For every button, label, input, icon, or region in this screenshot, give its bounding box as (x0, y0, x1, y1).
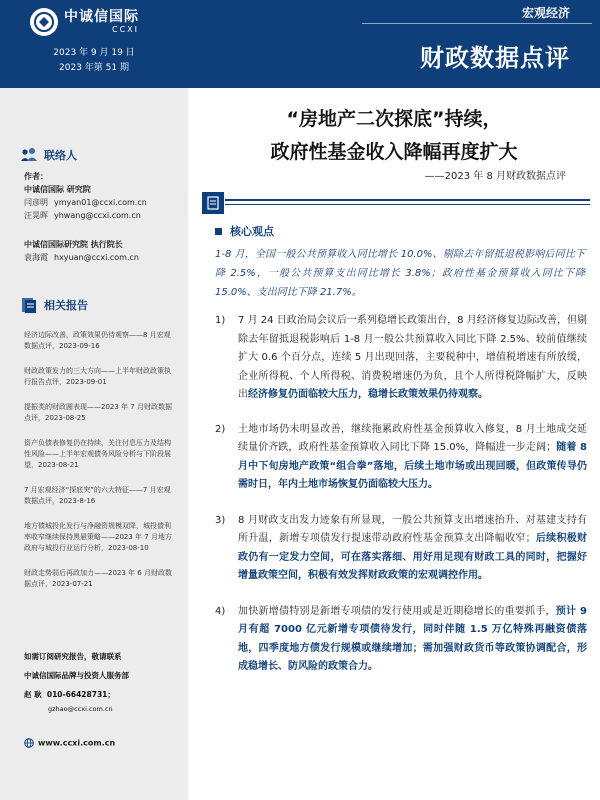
key-point-item (215, 603, 587, 677)
globe-icon (24, 738, 34, 748)
report-book-icon (20, 296, 38, 314)
director-email[interactable]: hxyuan@ccxi.com.cn (54, 253, 139, 262)
logo-name-cn: 中诚信国际 (64, 9, 139, 25)
author-name: 汪晃晖 (24, 211, 48, 220)
author-org: 中诚信国际 研究院 (24, 185, 91, 194)
banner-divider (362, 23, 592, 24)
author-email[interactable]: yhwang@ccxi.com.cn (54, 211, 141, 220)
main-title-line1: “房地产二次探底”持续， (286, 108, 502, 130)
subscribe-org: 中诚信国际品牌与投资人服务部 (24, 671, 129, 680)
contacts-heading (20, 146, 77, 164)
related-report-link[interactable]: 地方债城投化发行与净融资规模双降，城投债利率收窄继续保持黑悬策略——2023 年 7 月地方政府与城投行业运行分析，2023-08-10 (24, 522, 172, 552)
contacts-block (24, 170, 184, 264)
report-type-title: 财政数据点评 (420, 44, 570, 72)
key-point-text: 8 月财政支出发力迹象有所显现，一般公共预算支出增速抬升、对基建支持有所升温，新增专项债发行提速带动政府性基金预算支出降幅收窄； (238, 514, 587, 544)
author-row (24, 196, 184, 209)
related-report-link[interactable]: 财政政策发力的三大方向——上半年财政政策执行报告点评，2023-09-01 (24, 367, 171, 386)
key-point-highlight: 随着 8 月中下旬房地产政策“组合拳”落地，后续土地市场或出现回暖，但政策传导仍需时日，年内土地市场恢复仍面临较大压力。 (238, 442, 587, 490)
related-reports-list (24, 330, 174, 604)
sidebar-header (0, 0, 188, 88)
website-url: www.ccxi.com.cn (38, 738, 116, 748)
company-logo (30, 8, 139, 36)
key-points-list (215, 312, 587, 677)
key-points-summary: 1-8 月，全国一般公共预算收入同比增长 10.0%、剔除去年留抵退税影响后同比下降 2.5%，一般公共预算支出同比增长 3.8%；政府性基金预算收入同比下降 15.0%、支出同比下降 21.7%。 (215, 249, 585, 298)
logo-name-en: CCXI (111, 25, 139, 34)
section-divider-thin (225, 204, 590, 205)
director-name: 袁海霞 (24, 253, 48, 262)
key-point-item (215, 512, 587, 586)
key-point-number: 4) (215, 605, 226, 617)
key-point-highlight: 后续积极财政仍有一定发力空间，可在落实落细、用好用足现有财政工具的同时，把握好增量政策空间，积极有效发挥财政政策的宏观调控作用。 (238, 533, 588, 581)
key-point-text: 7 月 24 日政治局会议后一系列稳增长政策出台，8 月经济修复边际改善，但剔除去年留抵退税影响后 1-8 月一般公共预算收入同比下降 2.5%、较前值继续扩大 0.6 个百分点，连续 5 月出现回落，主要税种中，增值税增速有所放缓，企业所得税、个人所得税、消费税增速仍为负，且个人所得税降幅扩大，反映出 (238, 315, 587, 400)
related-report-link[interactable]: 7 月宏观经济“探底突”的六大特征——7 月宏观数据点评，2023-8-16 (24, 486, 171, 505)
key-point-text: 土地市场仍未明显改善，继续拖累政府性基金预算收入修复，8 月土地成交延续量价齐跌，政府性基金预算收入同比下降 15.0%，降幅进一步走阔； (238, 423, 587, 453)
key-point-item (215, 312, 587, 405)
square-bullet-icon (215, 228, 222, 235)
author-row (24, 209, 184, 222)
subtitle: ——2023 年 8 月财政数据点评 (424, 171, 566, 182)
report-category: 宏观经济 (521, 6, 570, 20)
director-org: 中诚信国际研究院 执行院长 (24, 240, 123, 249)
key-point-highlight: 预计 9 月有超 7000 亿元新增专项债待发行，同时伴随 1.5 万亿特殊再融资债落地，四季度地方债发行规模或继续增加；需加强财政货币等政策协调配合，形成稳增长、防风险的政策合力。 (238, 605, 587, 672)
subscription-info (24, 650, 184, 716)
author-label: 作者： (24, 172, 48, 181)
subscribe-note: 如需订阅研究报告，敬请联系 (24, 652, 122, 661)
phone-contact-name: 赵 耿 (24, 690, 42, 699)
related-heading-label: 相关报告 (44, 299, 88, 312)
subscribe-email[interactable]: gzhao@ccxi.com.cn (48, 705, 113, 713)
related-report-link[interactable]: 提振类的财政圆表现——2023 年 7 月财政数据点评，2023-08-25 (24, 403, 172, 422)
key-points-heading (215, 223, 274, 239)
key-point-number: 3) (215, 514, 226, 526)
top-banner (188, 0, 600, 88)
key-point-highlight: 经济修复仍面临较大压力，稳增长政策效果仍待观察。 (248, 389, 488, 400)
related-report-link[interactable]: 财政走势弱后再政加力——2023 年 6 月财政数据点评，2023-07-21 (24, 569, 172, 588)
key-point-number: 1) (215, 315, 226, 326)
website-link[interactable] (24, 738, 115, 748)
author-email[interactable]: ymyan01@ccxi.com.cn (54, 198, 147, 207)
left-sidebar (0, 0, 188, 800)
director-row (24, 251, 184, 264)
author-name: 闫彦明 (24, 198, 48, 207)
document-icon (202, 192, 224, 214)
report-issue: 2023 年第 51 期 (59, 63, 129, 73)
report-date: 2023 年 9 月 19 日 (53, 48, 135, 58)
contacts-icon (20, 146, 38, 164)
logo-emblem-icon (30, 8, 58, 36)
related-report-link[interactable]: 资产负债表修复仍在持续，关注付息压力及结构性风险——上半年宏观债务风险分析与下阶段展望，2023-08-21 (24, 439, 171, 469)
section-divider (225, 199, 590, 201)
contacts-heading-label: 联络人 (44, 149, 77, 162)
key-point-item (215, 421, 587, 495)
key-point-text: 加快新增债特别是新增专项债的发行使用或是近期稳增长的重要抓手， (238, 605, 556, 617)
key-points-heading-label: 核心观点 (230, 225, 274, 238)
main-title-line2: 政府性基金收入降幅再度扩大 (270, 141, 518, 163)
key-point-number: 2) (215, 423, 226, 435)
related-report-link[interactable]: 经济边际改善，政策效果仍待观察——8 月宏观数据点评，2023-09-16 (24, 331, 171, 350)
phone-number: 010-66428731； (46, 690, 115, 699)
related-heading (20, 296, 88, 314)
